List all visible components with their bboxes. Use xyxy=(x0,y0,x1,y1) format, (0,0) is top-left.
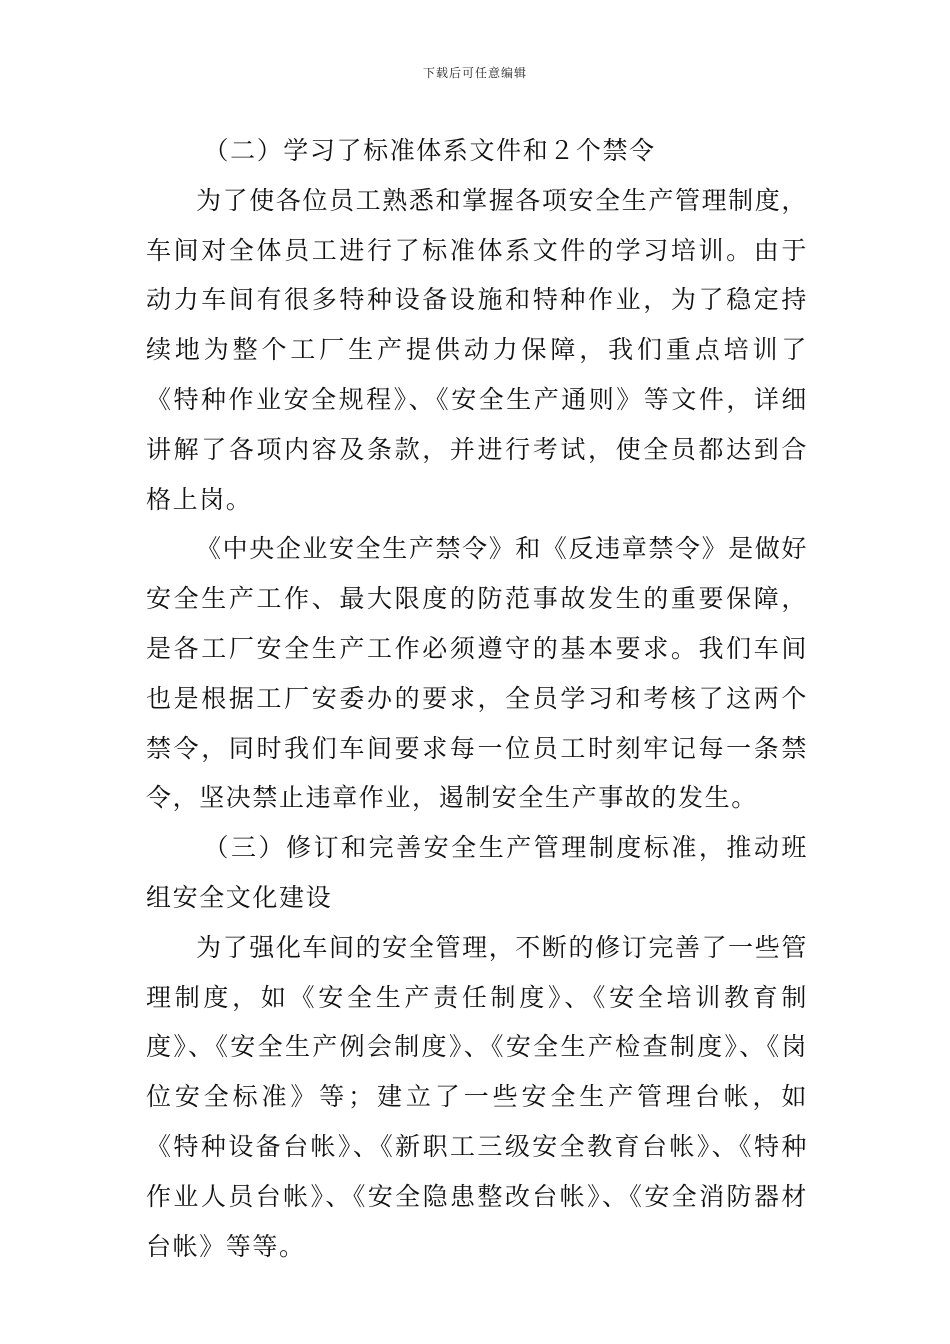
body-paragraph: 为了使各位员工熟悉和掌握各项安全生产管理制度，车间对全体员工进行了标准体系文件的学习培训。由于动力车间有很多特种设备设施和特种作业，为了稳定持续地为整个工厂生产提供动力保障，我们重点培训了《特种作业安全规程》、《安全生产通则》等文件，详细讲解了各项内容及条款，并进行考试，使全员都达到合格上岗。 xyxy=(146,185,808,514)
body-paragraph: 为了强化车间的安全管理，不断的修订完善了一些管理制度，如《安全生产责任制度》、《安全培训教育制度》、《安全生产例会制度》、《安全生产检查制度》、《岗位安全标准》等；建立了一些安全生产管理台帐，如《特种设备台帐》、《新职工三级安全教育台帐》、《特种作业人员台帐》、《安全隐患整改台帐》、《安全消防器材台帐》等等。 xyxy=(146,932,808,1261)
section-heading-3: （三）修订和完善安全生产管理制度标准，推动班组安全文化建设 xyxy=(146,833,808,912)
body-paragraph: 《中央企业安全生产禁令》和《反违章禁令》是做好安全生产工作、最大限度的防范事故发生的重要保障，是各工厂安全生产工作必须遵守的基本要求。我们车间也是根据工厂安委办的要求，全员学习和考核了这两个禁令，同时我们车间要求每一位员工时刻牢记每一条禁令，坚决禁止违章作业，遏制安全生产事故的发生。 xyxy=(146,534,808,813)
document-body xyxy=(146,126,808,1271)
header-note: 下载后可任意编辑 xyxy=(422,66,527,80)
section-heading-2: （二）学习了标准体系文件和２个禁令 xyxy=(203,136,656,165)
